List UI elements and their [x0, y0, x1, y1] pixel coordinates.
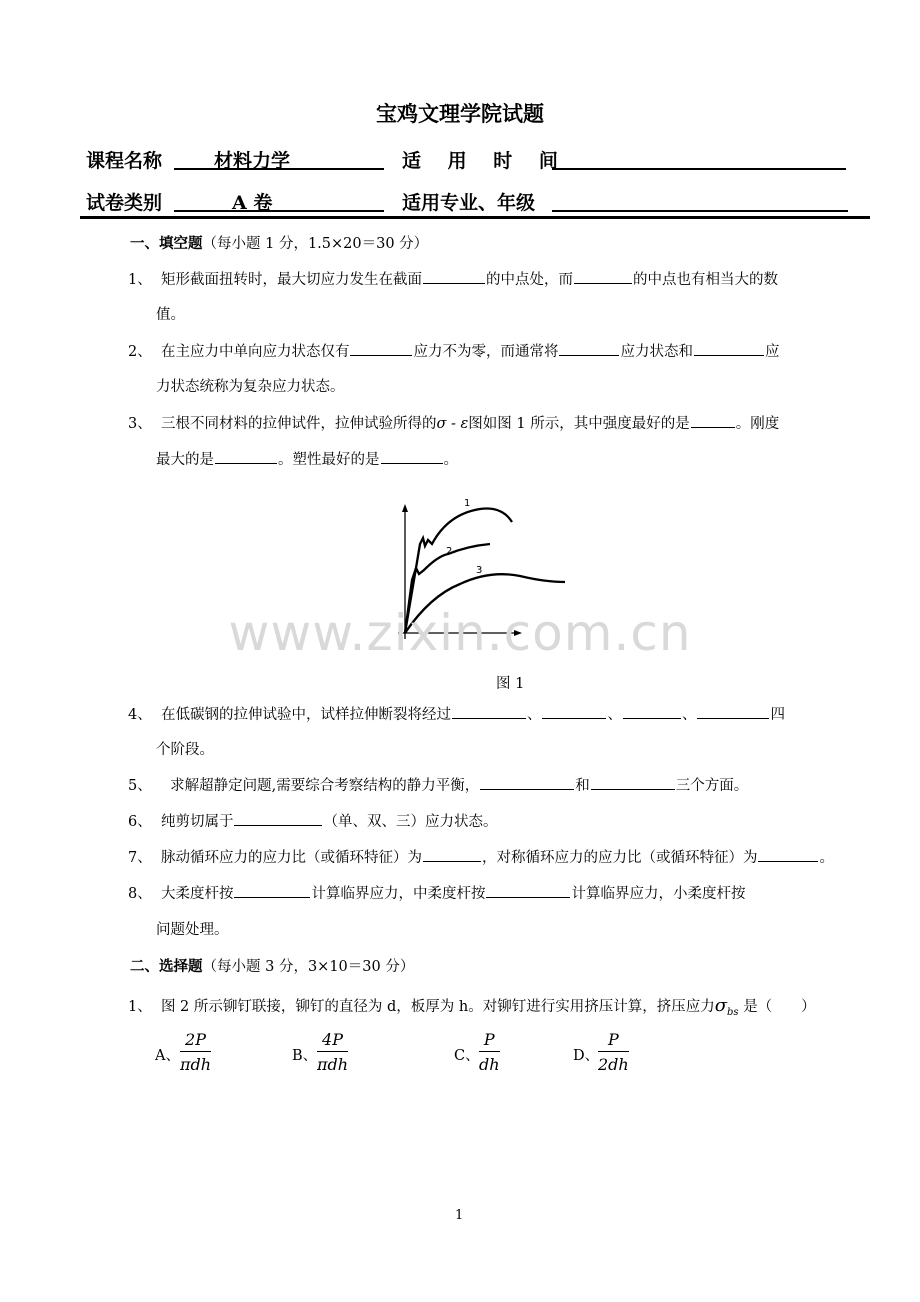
question-6: 6、 纯剪切属于 （单、双、三）应力状态。: [128, 814, 498, 830]
section2-title: 二、选择题: [130, 958, 203, 975]
question-2-line1: 2、 在主应力中单向应力状态仅有 应力不为零，而通常将 应力状态和 应: [128, 344, 780, 360]
curve-2-label: 2: [446, 546, 453, 557]
option-b-label[interactable]: B、: [292, 1048, 318, 1064]
answer-blank[interactable]: [234, 824, 322, 826]
question-4-line2: 个阶段。: [156, 742, 214, 758]
answer-blank[interactable]: [452, 717, 526, 719]
sigma-subscript: bs: [727, 1006, 739, 1018]
answer-blank[interactable]: [423, 860, 481, 862]
answer-blank[interactable]: [694, 354, 764, 356]
figure-1-caption: 图 1: [496, 676, 525, 692]
answer-blank[interactable]: [234, 896, 310, 898]
header-rule: [80, 216, 870, 219]
question-1-line1: 1、 矩形截面扭转时，最大切应力发生在截面 的中点处，而 的中点也有相当大的数: [128, 272, 778, 288]
type-underline: [174, 210, 384, 212]
type-value: A 卷: [232, 192, 273, 214]
question-3-line2: 最大的是 。塑性最好的是 。: [156, 452, 458, 468]
answer-blank[interactable]: [215, 462, 277, 464]
option-a-denominator: πdh: [180, 1055, 212, 1074]
answer-blank[interactable]: [758, 860, 818, 862]
course-label: 课程名称: [86, 150, 163, 172]
curve-3-label: 3: [476, 565, 483, 576]
option-d-label[interactable]: D、: [573, 1048, 600, 1064]
y-axis-arrow: [402, 504, 408, 512]
option-b-numerator: 4P: [317, 1030, 348, 1052]
answer-blank[interactable]: [480, 788, 574, 790]
option-d-numerator: P: [598, 1030, 629, 1052]
option-c-formula[interactable]: [479, 1030, 500, 1074]
question-1-line2: 值。: [156, 307, 185, 323]
major-label: 适用专业、年级: [402, 192, 536, 214]
answer-blank[interactable]: [350, 354, 412, 356]
option-d-denominator: 2dh: [598, 1055, 629, 1074]
exam-title: 宝鸡文理学院试题: [376, 101, 544, 126]
option-b-denominator: πdh: [317, 1055, 349, 1074]
watermark: www.zixin.com.cn: [228, 604, 692, 662]
course-value: 材料力学: [214, 150, 291, 172]
option-c-label[interactable]: C、: [454, 1048, 480, 1064]
option-c-denominator: dh: [479, 1055, 500, 1074]
answer-blank[interactable]: [559, 354, 619, 356]
question-8-line2: 问题处理。: [156, 922, 229, 938]
section1-title: 一、填空题: [130, 235, 203, 252]
section1-heading: [130, 232, 428, 253]
option-a-formula[interactable]: [180, 1030, 211, 1074]
answer-blank[interactable]: [574, 282, 632, 284]
answer-blank[interactable]: [423, 282, 485, 284]
section2-heading: [130, 955, 414, 976]
question-8-line1: 8、 大柔度杆按 计算临界应力，中柔度杆按 计算临界应力，小柔度杆按: [128, 886, 746, 902]
option-d-formula[interactable]: [598, 1030, 629, 1074]
type-label: 试卷类别: [86, 192, 163, 214]
answer-blank[interactable]: [381, 462, 443, 464]
option-a-numerator: 2P: [180, 1030, 211, 1052]
sigma-epsilon-symbol: σ - ε: [436, 416, 469, 432]
answer-blank[interactable]: [486, 896, 570, 898]
question-5: 5、 求解超静定问题,需要综合考察结构的静力平衡， 和 三个方面。: [128, 778, 749, 794]
choice-question-1: 1、 图 2 所示铆钉联接，铆钉的直径为 d，板厚为 h。对铆钉进行实用挤压计算，挤压应力$\sigma_{bs}$ 是（ ）: [128, 995, 816, 1018]
answer-blank[interactable]: [691, 426, 735, 428]
page-number: 1: [455, 1208, 464, 1223]
question-2-line2: 力状态统称为复杂应力状态。: [156, 379, 345, 395]
section1-note: （每小题 1 分，1.5×20＝30 分）: [202, 236, 429, 252]
time-field[interactable]: [552, 168, 846, 170]
answer-blank[interactable]: [697, 717, 769, 719]
answer-blank[interactable]: [623, 717, 681, 719]
curve-1-label: 1: [464, 498, 471, 509]
question-3-line1: 3、 三根不同材料的拉伸试件，拉伸试验所得的σ - ε图如图 1 所示，其中强度最好的是 。刚度: [128, 416, 780, 432]
sigma-symbol: σ: [714, 995, 728, 1016]
time-label: 适 用 时 间: [402, 150, 568, 172]
answer-blank[interactable]: [591, 788, 675, 790]
option-a-label[interactable]: A、: [155, 1048, 180, 1064]
section2-note: （每小题 3 分，3×10＝30 分）: [202, 959, 415, 975]
major-field[interactable]: [552, 210, 848, 212]
question-7: 7、 脉动循环应力的应力比（或循环特征）为 ，对称循环应力的应力比（或循环特征）为 。: [128, 850, 834, 866]
question-4-line1: 4、 在低碳钢的拉伸试验中，试样拉伸断裂将经过 、 、 、 四: [128, 707, 785, 723]
answer-blank[interactable]: [542, 717, 606, 719]
option-b-formula[interactable]: [317, 1030, 348, 1074]
option-c-numerator: P: [479, 1030, 500, 1052]
